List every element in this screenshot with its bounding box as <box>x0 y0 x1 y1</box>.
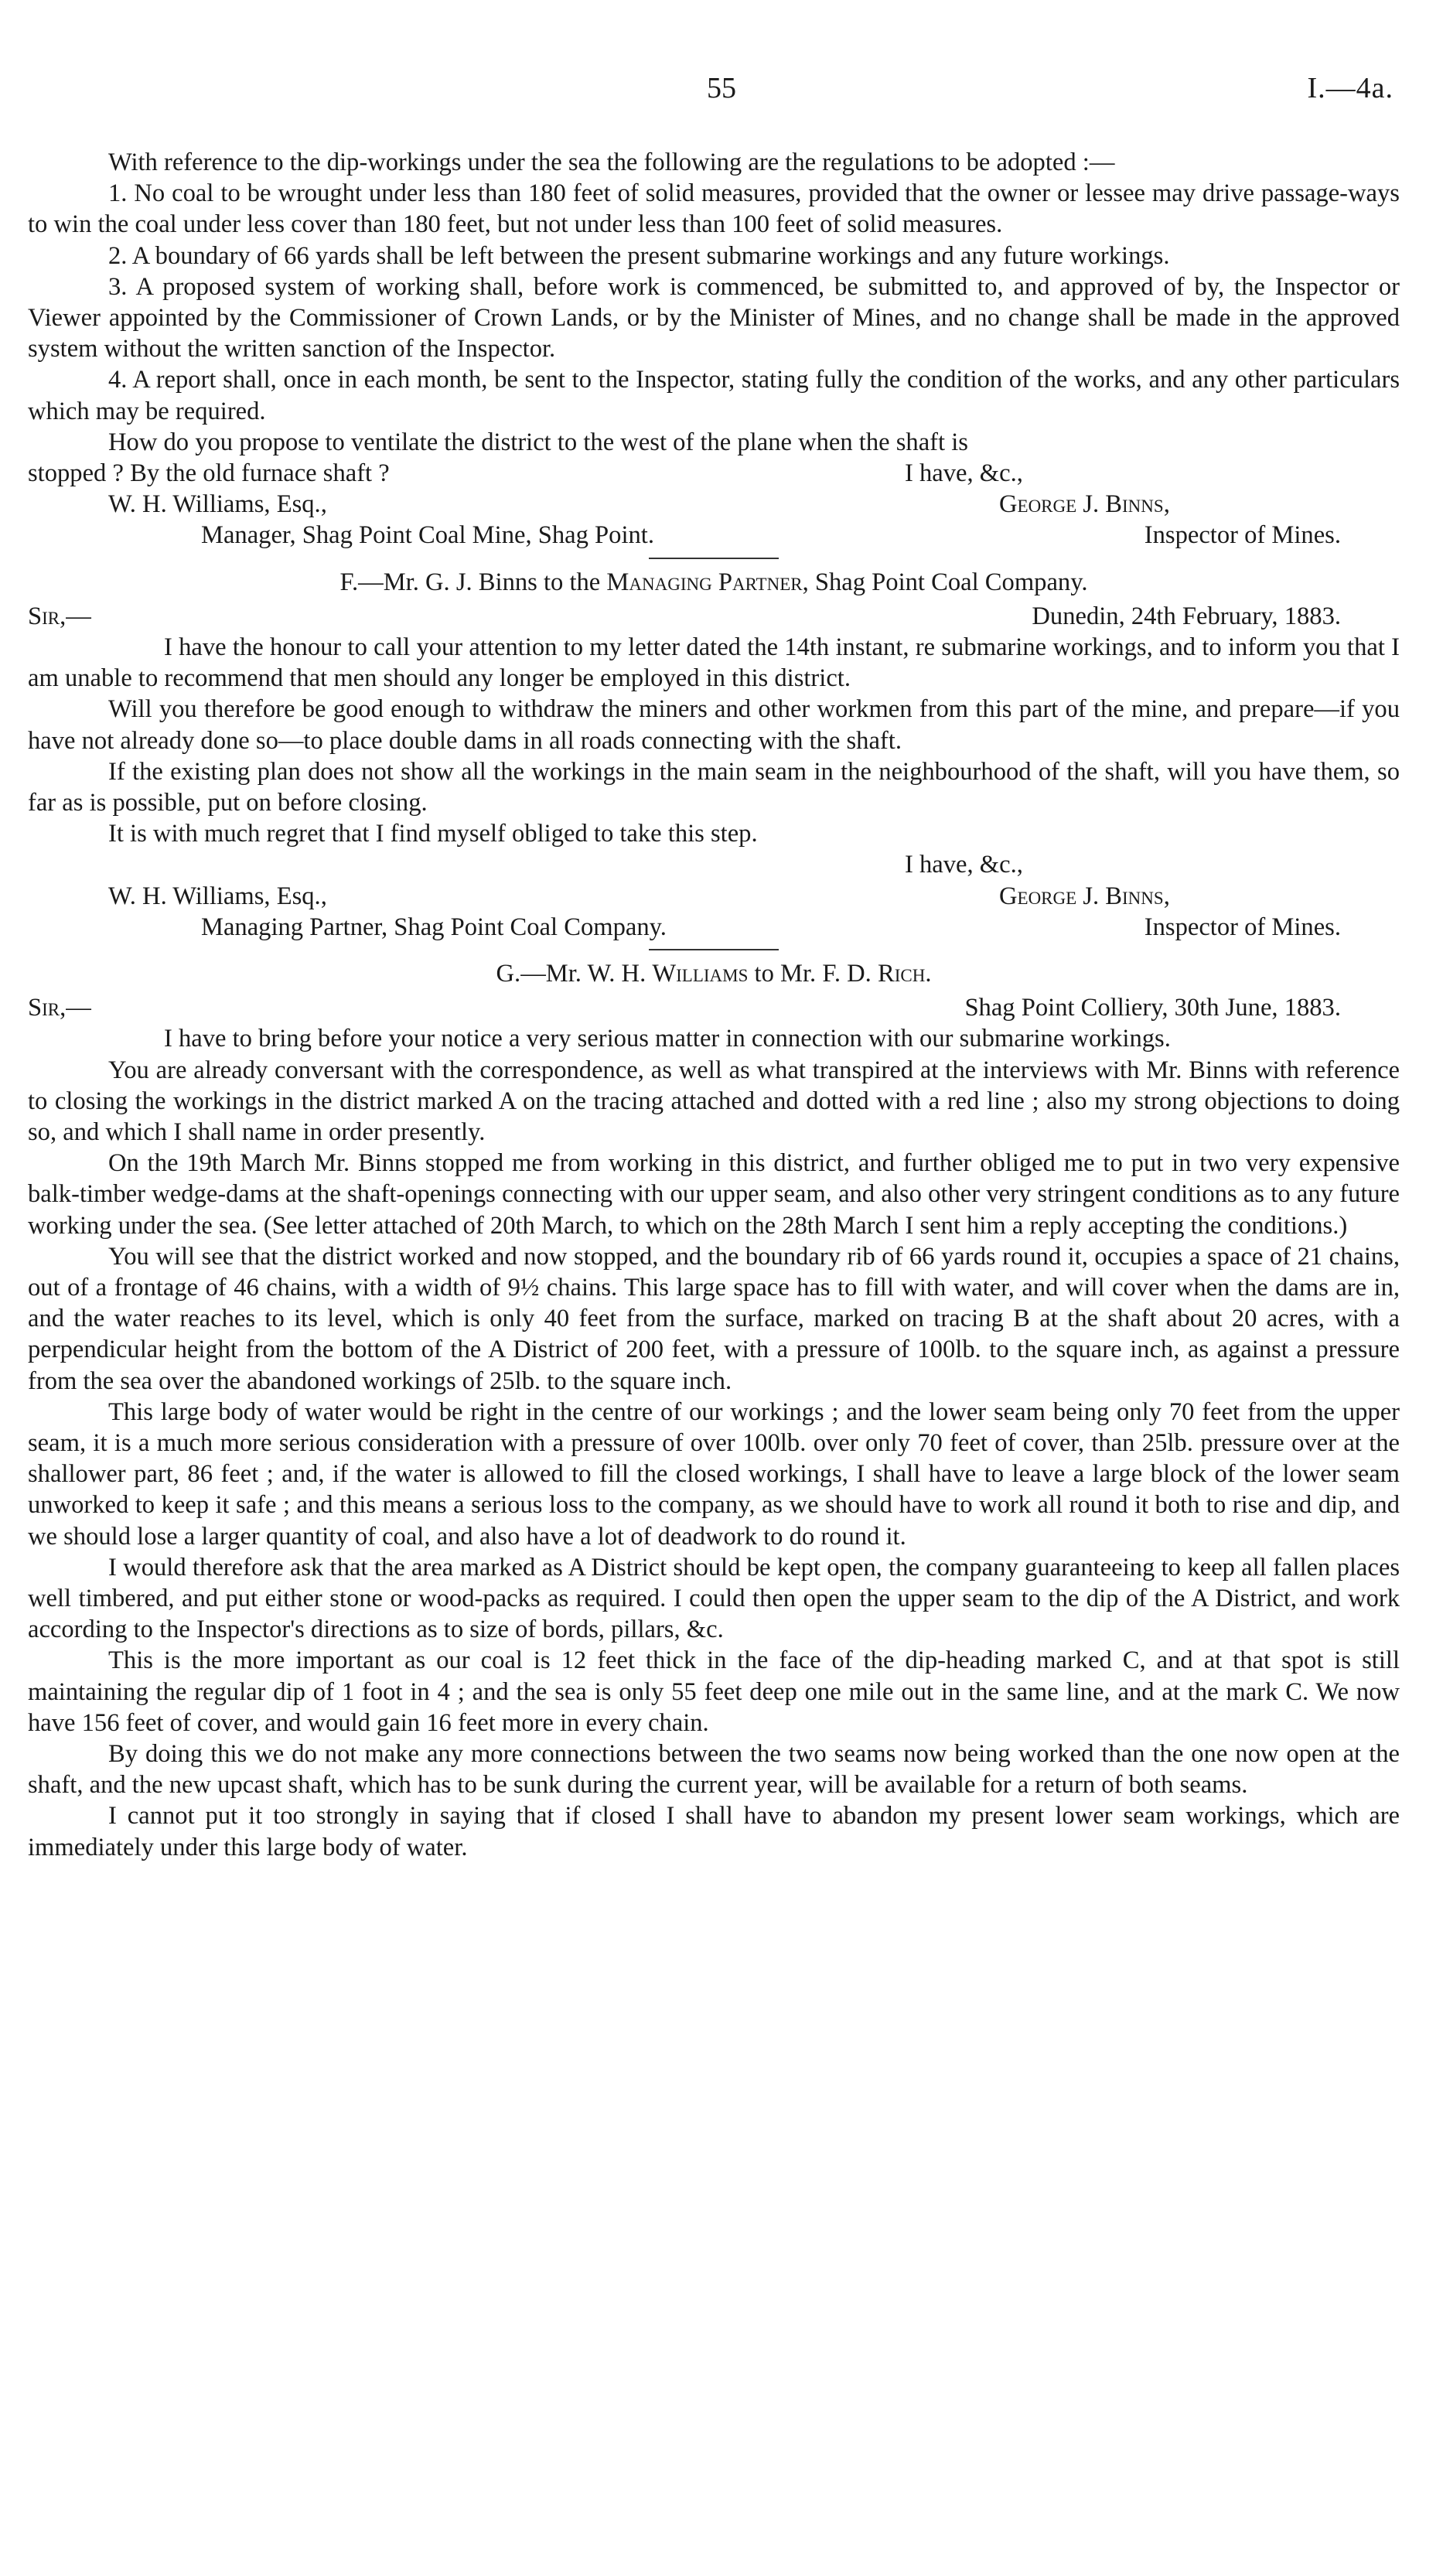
regulation-item: 4. A report shall, once in each month, be sent to the Inspector, stating fully the condition of the works, and any other particulars which may be required. <box>28 366 1400 425</box>
signature-row <box>28 881 1400 912</box>
letter-paragraph: On the 19th March Mr. Binns stopped me from working in this district, and further obliged me to put in two very expensive balk-timber wedge-dams at the shaft-openings connecting with our upper seam, and also other very stringent conditions as to any future working under the sea. (See letter attached of 20th March, to which on the 28th March I sent him a reply accepting the conditions.) <box>28 1149 1400 1240</box>
signer-title: Inspector of Mines. <box>1144 521 1341 550</box>
question-closing-row <box>28 458 1400 489</box>
page-number: 55 <box>707 72 736 104</box>
letter-paragraph: This is the more important as our coal is 12 feet thick in the face of the dip-heading marked C, and at that spot is still maintaining the regular dip of 1 foot in 4 ; and the sea is only 55 feet deep one mile out in the same line, and at the mark C. We now have 156 feet of cover, and would gain 16 feet more in every chain. <box>28 1646 1400 1737</box>
addressee-name: W. H. Williams, Esq., <box>108 490 327 519</box>
addressee-name: W. H. Williams, Esq., <box>108 882 327 910</box>
salutation-row <box>28 992 1400 1023</box>
letter-paragraph: I have to bring before your notice a very serious matter in connection with our submarine workings. <box>164 1025 1171 1053</box>
letter-paragraph: I cannot put it too strongly in saying that if closed I shall have to abandon my present lower seam workings, which are immediately under this large body of water. <box>28 1802 1400 1861</box>
salutation-row <box>28 601 1400 632</box>
signer-name: George J. Binns, <box>999 490 1170 519</box>
closing-phrase: I have, &c., <box>905 459 1023 488</box>
document-reference: I.—4a. <box>1307 72 1394 104</box>
closing-row <box>28 849 1400 880</box>
regulation-item: 2. A boundary of 66 yards shall be left between the present submarine workings and any future workings. <box>108 241 1170 270</box>
signature-row <box>28 489 1400 520</box>
letter-paragraph: You are already conversant with the correspondence, as well as what transpired at the interviews with Mr. Binns with reference to closing the workings in the district marked A on the tracing attached and dotted with a red line ; also my strong objections to doing so, and which I shall name in order presently. <box>28 1056 1400 1146</box>
place-date: Dunedin, 24th February, 1883. <box>1032 602 1341 630</box>
letter-paragraph: I would therefore ask that the area marked as A District should be kept open, the company guaranteeing to keep all fallen places well timbered, and put either stone or wood-packs as required. I could then open the upper seam to the dip of the A District, and work according to the Inspector's directions as to size of bords, pillars, &c. <box>28 1553 1400 1644</box>
letter-paragraph: I have the honour to call your attention to my letter dated the 14th instant, re submarine workings, and to inform you that I am unable to recommend that men should any longer be employed in this district. <box>28 633 1400 693</box>
signer-title: Inspector of Mines. <box>1144 913 1341 941</box>
regulations-intro: With reference to the dip-workings under the sea the following are the regulations to be adopted :— <box>108 148 1115 176</box>
regulation-item: 1. No coal to be wrought under less than 180 feet of solid measures, provided that the owner or lessee may drive passage-ways to win the coal under less cover than 180 feet, but not under less than 100 feet of solid measures. <box>28 179 1400 239</box>
section-f-heading: F.—Mr. G. J. Binns to the Managing Partner, Shag Point Coal Company. <box>339 568 1088 596</box>
letter-paragraph: By doing this we do not make any more connections between the two seams now being worked than the one now open at the shaft, and the new upcast shaft, which has to be sunk during the current year, will be available for a return of both seams. <box>28 1740 1400 1800</box>
letter-paragraph: You will see that the district worked and now stopped, and the boundary rib of 66 yards round it, occupies a space of 21 chains, out of a frontage of 46 chains, with a width of 9½ chains. This large space has to fill with water, and will cover when the dams are in, and the water reaches to its level, which is only 40 feet from the surface, marked on tracing B at the shaft about 20 acres, with a perpendicular height from the bottom of the A District of 200 feet, with a pressure of 100lb. to the square inch, as against a pressure from the sea over the abandoned workings of 25lb. to the square inch. <box>28 1242 1400 1395</box>
regulation-item: 3. A proposed system of working shall, before work is commenced, be submitted to, and approved of by, the Inspector or Viewer appointed by the Commissioner of Crown Lands, or by the Minister of Mines, and no change shall be made in the approved system without the written sanction of the Inspector. <box>28 272 1400 363</box>
salutation: Sir,— <box>28 994 91 1022</box>
addressee-title: Managing Partner, Shag Point Coal Company. <box>201 913 667 941</box>
section-divider <box>649 949 779 950</box>
signer-name: George J. Binns, <box>999 882 1170 910</box>
letter-paragraph: This large body of water would be right in the centre of our workings ; and the lower seam being only 70 feet from the upper seam, it is a much more serious consideration with a pressure of over 100lb. over only 70 feet of cover, than 25lb. pressure over at the shallower part, 86 feet ; and, if the water is allowed to fill the closed workings, I shall have to leave a large block of the lower seam unworked to keep it safe ; and this means a serious loss to the company, as we should have to work all round it both to rise and dip, and we should lose a larger quantity of coal, and also have a lot of deadwork to do round it. <box>28 1397 1400 1551</box>
addressee-title: Manager, Shag Point Coal Mine, Shag Point. <box>201 521 654 550</box>
document-body <box>28 147 1400 1863</box>
section-divider <box>649 558 779 559</box>
place-date: Shag Point Colliery, 30th June, 1883. <box>964 994 1341 1022</box>
title-row <box>28 912 1400 943</box>
closing-phrase: I have, &c., <box>905 851 1023 879</box>
section-g-heading: G.—Mr. W. H. Williams to Mr. F. D. Rich. <box>496 959 932 988</box>
letter-paragraph: It is with much regret that I find myself obliged to take this step. <box>108 820 758 848</box>
salutation: Sir,— <box>28 602 91 630</box>
ventilation-question: How do you propose to ventilate the district to the west of the plane when the shaft is <box>108 428 968 456</box>
letter-paragraph: Will you therefore be good enough to withdraw the miners and other workmen from this part of the mine, and prepare—if you have not already done so—to place double dams in all roads connecting with the shaft. <box>28 695 1400 755</box>
letter-paragraph: If the existing plan does not show all the workings in the main seam in the neighbourhood of the shaft, will you have them, so far as is possible, put on before closing. <box>28 757 1400 817</box>
ventilation-question-end: stopped ? By the old furnace shaft ? <box>28 459 390 488</box>
title-row <box>28 520 1400 551</box>
